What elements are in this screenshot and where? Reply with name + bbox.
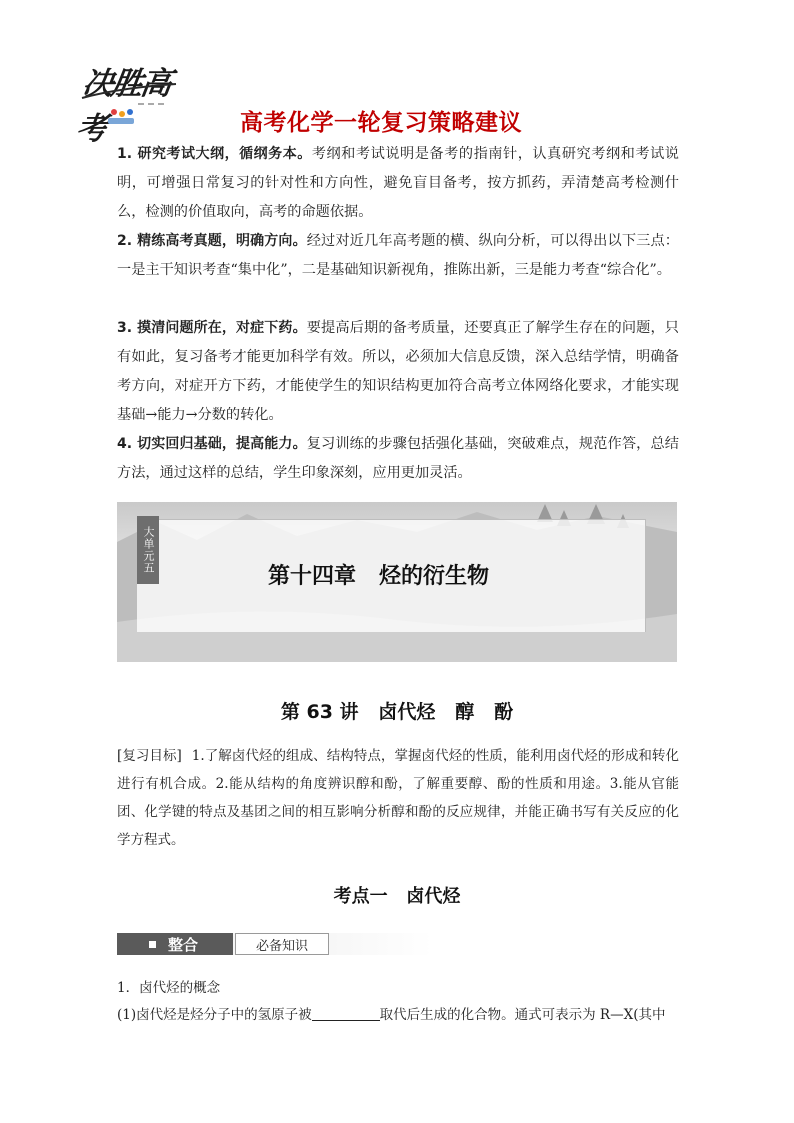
strategy-4-lead: 4. 切实回归基础，提高能力。: [117, 436, 307, 452]
strategy-1-lead: 1. 研究考试大纲，循纲务本。: [117, 146, 312, 162]
strategy-1: [117, 140, 679, 227]
section-light-label: 必备知识: [235, 933, 329, 955]
strategy-2: [117, 227, 679, 285]
kaodian-title: 考点一 卤代烃: [333, 886, 461, 907]
logo-text: 决胜高考: [73, 66, 173, 147]
logo: [73, 54, 190, 147]
square-icon: [149, 941, 156, 948]
section-bar: [117, 933, 433, 955]
section-dark-label: [117, 933, 233, 955]
strategy-3-lead: 3. 摸清问题所在，对症下药。: [117, 320, 307, 336]
section-dark-text: 整合: [168, 935, 199, 954]
item-2-before: (1)卤代烃是烃分子中的氢原子被: [117, 1007, 312, 1023]
strategy-3: [117, 314, 679, 430]
page-title: 高考化学一轮复习策略建议: [240, 110, 522, 136]
logo-graphic: [78, 54, 190, 130]
strategy-2-text: 经过对近几年高考题的横、纵向分析，可以得出以下三点：一是主干知识考查“集中化”，二是基础知识新视角，推陈出新，三是能力考查“综合化”。: [117, 233, 679, 278]
strategy-2-lead: 2. 精练高考真题，明确方向。: [117, 233, 307, 249]
chapter-title: 第十四章 烃的衍生物: [268, 564, 489, 589]
item-2-after: 取代后生成的化合物。通式可表示为 R—X(其中: [379, 1007, 666, 1023]
unit-tag: 大单元五: [137, 516, 159, 584]
item-2-line: [117, 1003, 665, 1023]
review-objectives: [117, 742, 679, 854]
review-text: 1.了解卤代烃的组成、结构特点，掌握卤代烃的性质，能利用卤代烃的形成和转化进行有机合成。2.能从结构的角度辨识醇和酚，了解重要醇、酚的性质和用途。3.能从官能团、化学键的特点及基团之间的相互影响分析醇和酚的反应规律，并能正确书写有关反应的化学方程式。: [117, 748, 679, 848]
lecture-title: 第 63 讲 卤代烃 醇 酚: [280, 701, 514, 723]
strategy-3-text: 要提高后期的备考质量，还要真正了解学生存在的问题，只有如此，复习备考才能更加科学有效。所以，必须加大信息反馈，深入总结学情，明确备考方向，对症开方下药，才能使学生的知识结构更加符合高考立体网络化要求，才能实现基础→能力→分数的转化。: [117, 320, 679, 423]
fill-blank: [312, 1006, 380, 1021]
review-tag: [复习目标]: [117, 748, 182, 764]
strategy-4: [117, 430, 679, 488]
strategy-1-text: 考纲和考试说明是备考的指南针，认真研究考纲和考试说明，可增强日常复习的针对性和方向性，避免盲目备考，按方抓药，弄清楚高考检测什么，检测的价值取向，高考的命题依据。: [117, 146, 679, 220]
strategy-4-text: 复习训练的步骤包括强化基础，突破难点，规范作答，总结方法，通过这样的总结，学生印象深刻，应用更加灵活。: [117, 436, 679, 481]
item-1-heading: 1．卤代烃的概念: [117, 980, 221, 996]
